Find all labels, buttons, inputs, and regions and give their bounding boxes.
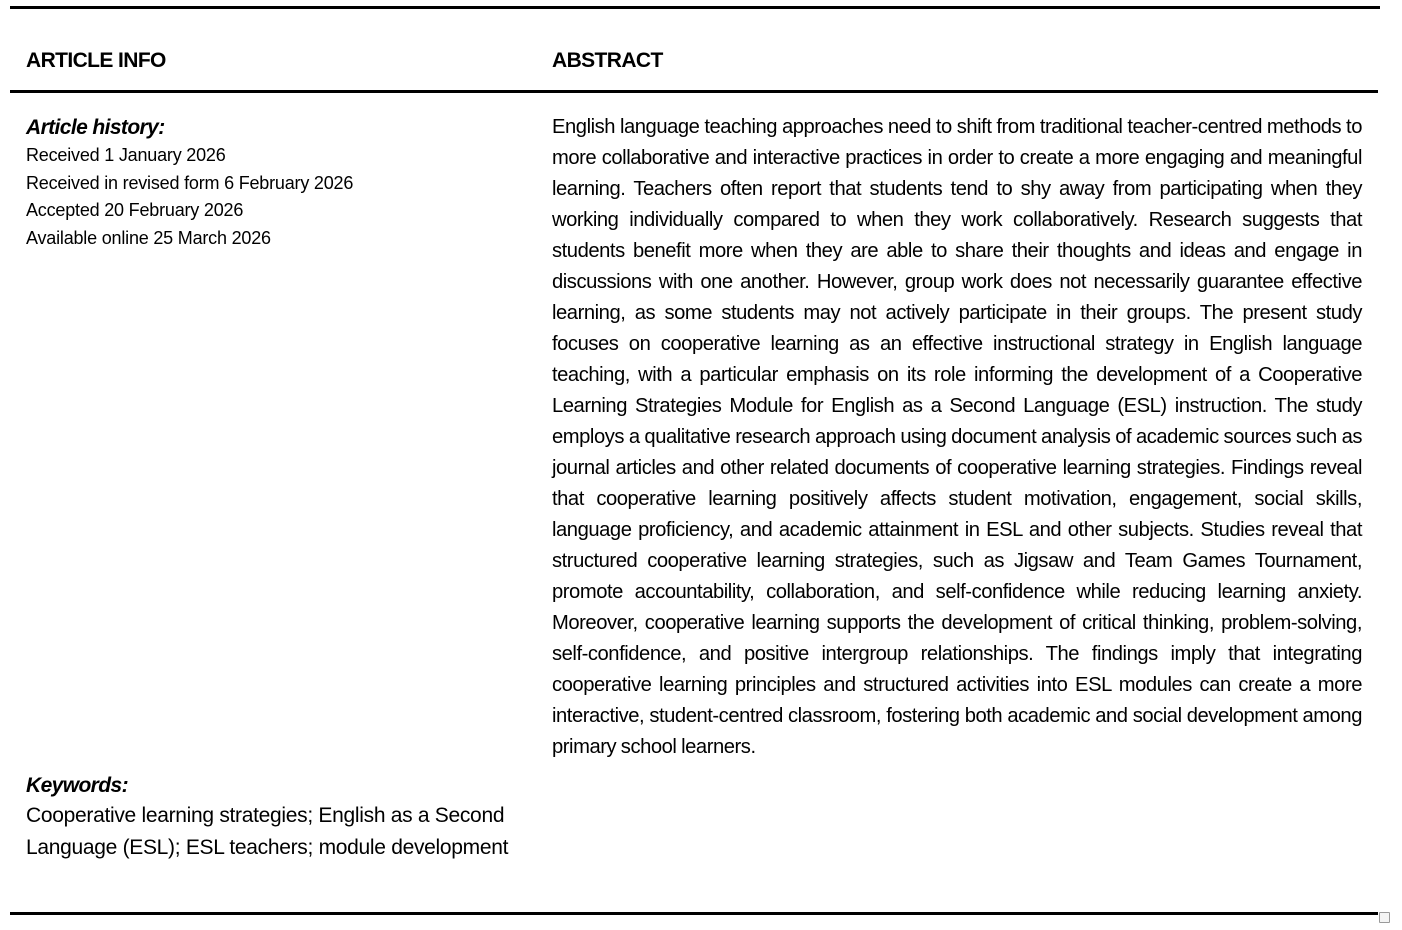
abstract-heading: ABSTRACT	[552, 49, 663, 72]
history-received: Received 1 January 2026	[26, 145, 226, 165]
article-info-heading: ARTICLE INFO	[26, 49, 166, 72]
header-rule	[10, 90, 1378, 93]
history-revised: Received in revised form 6 February 2026	[26, 172, 354, 193]
top-rule	[10, 6, 1380, 9]
history-online: Available online 25 March 2026	[26, 227, 271, 248]
history-accepted: Accepted 20 February 2026	[26, 200, 244, 220]
table-resize-handle[interactable]	[1379, 912, 1390, 923]
keywords-label: Keywords:	[26, 774, 128, 797]
keywords-text: Cooperative learning strategies; English as a Second Language (ESL); ESL teachers; module development	[26, 804, 509, 859]
keywords-section	[26, 772, 516, 863]
article-history-label: Article history:	[26, 116, 165, 139]
article-history	[26, 114, 516, 252]
bottom-rule	[10, 912, 1378, 915]
abstract-text: English language teaching approaches need to shift from traditional teacher-centred methods to more collaborative and interactive practices in order to create a more engaging and meaningful learning. Teachers often report that students tend to shy away from participating when they working individually compared to when they work collaboratively. Research suggests that students benefit more when they are able to share their thoughts and ideas and engage in discussions with one another. However, group work does not necessarily guarantee effective learning, as some students may not actively participate in their groups. The present study focuses on cooperative learning as an effective instructional strategy in English language teaching, with a particular emphasis on its role informing the development of a Cooperative Learning Strategies Module for English as a Second Language (ESL) instruction. The study employs a qualitative research approach using document analysis of academic sources such as journal articles and other related documents of cooperative learning strategies. Findings reveal that cooperative learning positively affects student motivation, engagement, social skills, language proficiency, and academic attainment in ESL and other subjects. Studies reveal that structured cooperative learning strategies, such as Jigsaw and Team Games Tournament, promote accountability, collaboration, and self-confidence while reducing learning anxiety. Moreover, cooperative learning supports the development of critical thinking, problem-solving, self-confidence, and positive intergroup relationships. The findings imply that integrating cooperative learning principles and structured activities into ESL modules can create a more interactive, student-centred classroom, fostering both academic and social development among primary school learners.	[552, 116, 1362, 758]
